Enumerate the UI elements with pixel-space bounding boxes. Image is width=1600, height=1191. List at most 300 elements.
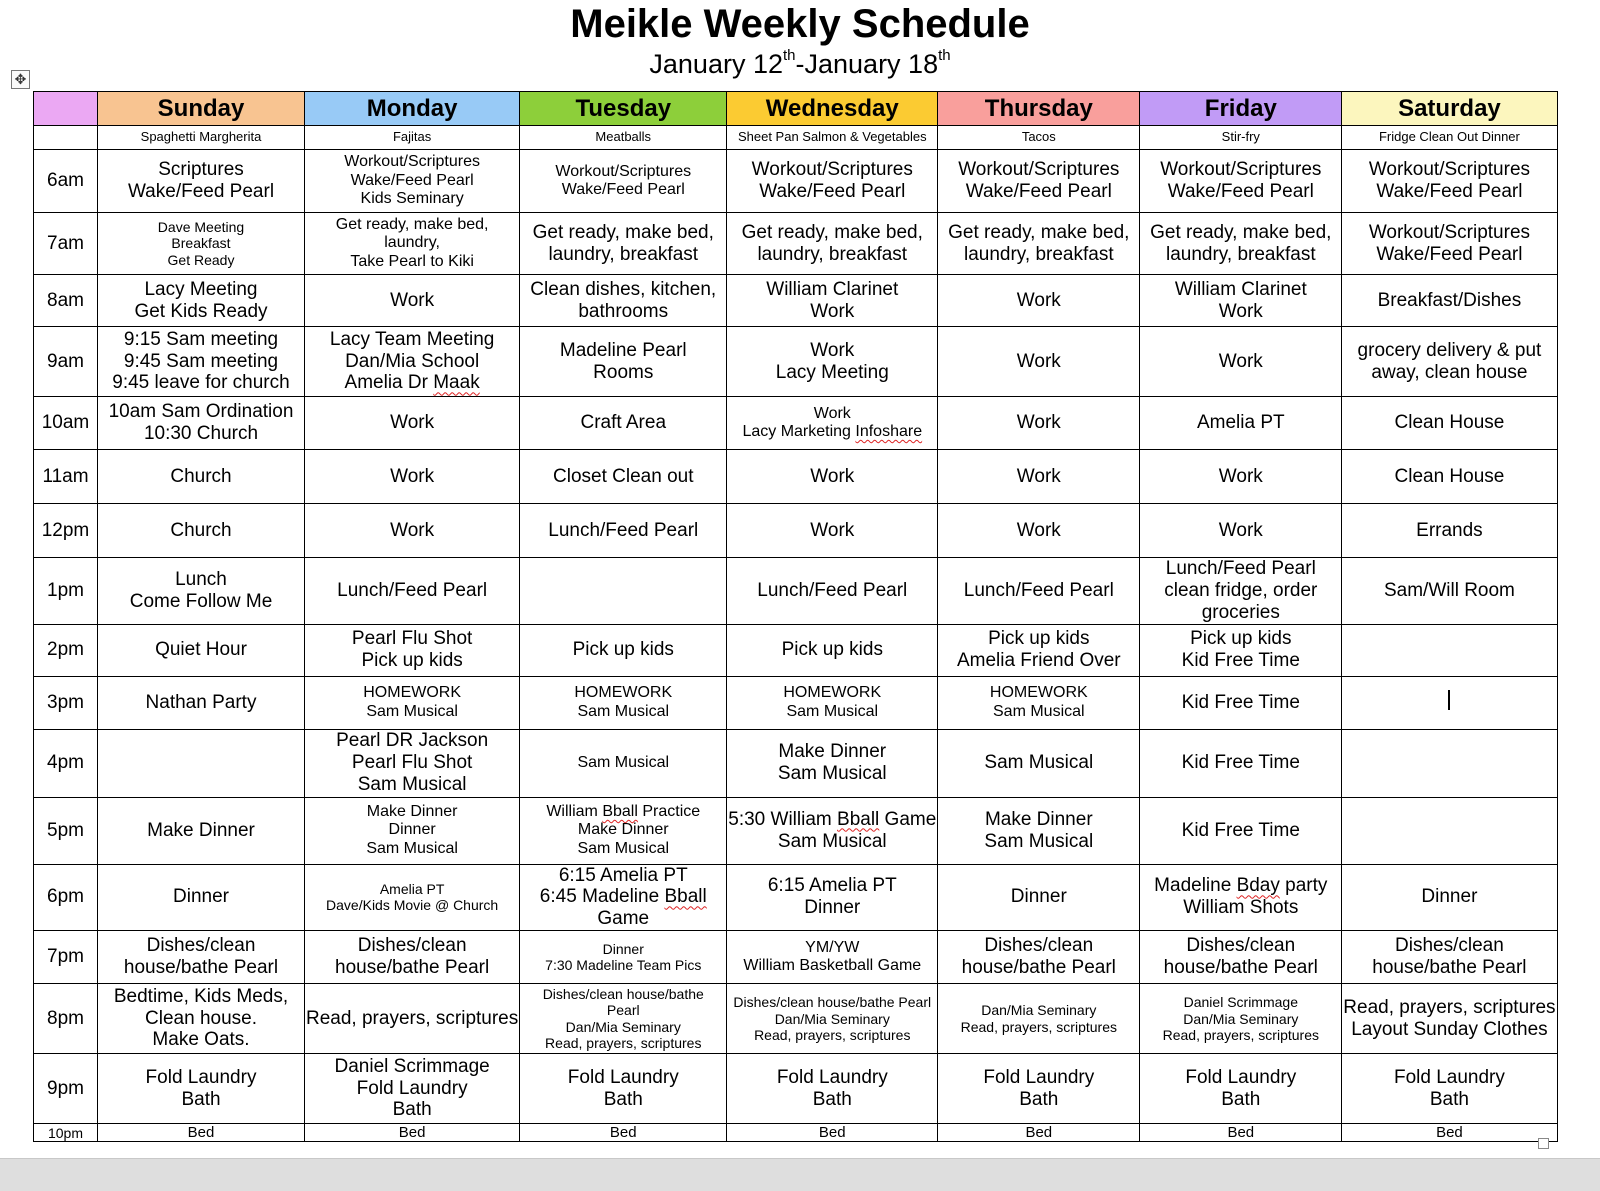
schedule-cell-wednesday[interactable] bbox=[727, 676, 938, 729]
cell-line: Pearl bbox=[606, 1002, 640, 1019]
cell-line: Sam Musical bbox=[366, 839, 458, 857]
schedule-cell-thursday[interactable] bbox=[938, 150, 1140, 213]
cell-line: Sam Musical bbox=[577, 839, 670, 857]
cell-line: Read, prayers, scriptures bbox=[754, 1026, 911, 1043]
meal-friday: Stir-fry bbox=[1140, 126, 1342, 150]
schedule-cell-tuesday[interactable] bbox=[520, 1054, 727, 1124]
cell-line: 9:15 Sam meeting bbox=[123, 328, 279, 350]
schedule-cell-sunday[interactable] bbox=[98, 729, 305, 797]
schedule-cell-wednesday[interactable] bbox=[727, 327, 938, 397]
cell-line: Kid Free Time bbox=[1181, 819, 1300, 841]
cell-line: Wake/Feed Pearl bbox=[965, 181, 1112, 202]
cell-line: Dinner bbox=[1421, 886, 1478, 908]
schedule-cell-friday[interactable] bbox=[1140, 150, 1342, 213]
cell-line: Fold Laundry bbox=[1185, 1066, 1297, 1088]
schedule-cell-thursday[interactable] bbox=[938, 1054, 1140, 1124]
schedule-cell-friday[interactable] bbox=[1140, 397, 1342, 450]
cell-line: 6:15 Amelia PT bbox=[558, 864, 688, 886]
schedule-cell-sunday[interactable] bbox=[98, 1124, 305, 1142]
time-row bbox=[34, 797, 1558, 864]
day-header-tuesday: Tuesday bbox=[520, 92, 727, 126]
schedule-cell-tuesday[interactable] bbox=[520, 676, 727, 729]
cell-line: 5:30 William Bball Game bbox=[728, 808, 937, 830]
cell-line: Fold Laundry bbox=[983, 1066, 1095, 1088]
date-start: January 12 bbox=[649, 49, 783, 79]
cell-line: Work bbox=[390, 289, 435, 311]
cell-line: Dan/Mia School bbox=[345, 350, 480, 372]
cell-line: Scriptures bbox=[158, 159, 244, 181]
time-label: 1pm bbox=[34, 558, 98, 625]
schedule-cell-friday[interactable] bbox=[1140, 327, 1342, 397]
cell-line: Get ready, make bed, bbox=[335, 215, 489, 233]
cell-line: laundry, bbox=[384, 234, 440, 252]
schedule-cell-sunday[interactable] bbox=[98, 397, 305, 450]
schedule-cell-thursday[interactable] bbox=[938, 558, 1140, 625]
spellcheck-word: Bday bbox=[1236, 875, 1280, 897]
cell-line: Craft Area bbox=[580, 412, 667, 434]
date-start-suffix: th bbox=[782, 47, 796, 64]
schedule-cell-thursday[interactable] bbox=[938, 213, 1140, 275]
time-label: 9am bbox=[34, 327, 98, 397]
schedule-cell-monday[interactable] bbox=[305, 327, 520, 397]
schedule-cell-sunday[interactable] bbox=[98, 864, 305, 931]
cell-line: Dave/Kids Movie @ Church bbox=[326, 897, 499, 914]
cell-line: Work bbox=[810, 339, 855, 361]
day-header-friday: Friday bbox=[1140, 92, 1342, 126]
schedule-cell-tuesday[interactable] bbox=[520, 624, 727, 676]
cell-line: Make Dinner bbox=[778, 741, 887, 763]
schedule-cell-tuesday[interactable] bbox=[520, 327, 727, 397]
schedule-cell-tuesday[interactable] bbox=[520, 797, 727, 864]
day-header-saturday: Saturday bbox=[1342, 92, 1557, 126]
schedule-cell-wednesday[interactable] bbox=[727, 213, 938, 275]
page-title: Meikle Weekly Schedule bbox=[570, 2, 1030, 46]
cell-line: Bed bbox=[818, 1124, 846, 1142]
cell-line: Wake/Feed Pearl bbox=[1167, 181, 1314, 202]
day-header-wednesday: Wednesday bbox=[727, 92, 938, 126]
cell-line: Church bbox=[170, 519, 232, 541]
time-label: 3pm bbox=[34, 676, 98, 729]
cell-line: Take Pearl to Kiki bbox=[350, 252, 474, 270]
schedule-cell-tuesday[interactable] bbox=[520, 150, 727, 213]
cell-line: Dishes/clean bbox=[146, 935, 256, 957]
cell-line: Lunch/Feed Pearl bbox=[548, 519, 699, 541]
cell-line: Wake/Feed Pearl bbox=[561, 181, 685, 198]
schedule-body bbox=[34, 92, 1558, 1142]
time-row bbox=[34, 676, 1558, 729]
schedule-cell-sunday[interactable] bbox=[98, 450, 305, 504]
resize-handle-icon[interactable] bbox=[1538, 1138, 1549, 1149]
cell-line: Pearl DR Jackson bbox=[336, 730, 489, 752]
schedule-cell-thursday[interactable] bbox=[938, 450, 1140, 504]
cell-line: Church bbox=[170, 465, 232, 487]
cell-line: laundry, breakfast bbox=[757, 243, 908, 265]
schedule-cell-thursday[interactable] bbox=[938, 676, 1140, 729]
cell-line: Bath bbox=[1429, 1088, 1469, 1110]
time-label: 5pm bbox=[34, 797, 98, 864]
cell-line: Fold Laundry bbox=[776, 1066, 888, 1088]
schedule-cell-tuesday[interactable] bbox=[520, 213, 727, 275]
schedule-cell-thursday[interactable] bbox=[938, 397, 1140, 450]
cell-line: Wake/Feed Pearl bbox=[127, 181, 275, 202]
cell-line: Bed bbox=[187, 1124, 215, 1142]
cell-line: Daniel Scrimmage bbox=[1183, 994, 1298, 1011]
schedule-cell-saturday[interactable] bbox=[1342, 729, 1557, 797]
date-end: January 18 bbox=[804, 49, 939, 79]
cell-line: Dishes/clean house/bathe Pearl bbox=[733, 994, 932, 1011]
cell-line: William Clarinet bbox=[766, 278, 899, 300]
cell-line: 10am Sam Ordination bbox=[108, 401, 294, 423]
cell-line: Amelia Dr Maak bbox=[344, 372, 480, 394]
cell-line: house/bathe Pearl bbox=[123, 957, 279, 979]
day-header-sunday: Sunday bbox=[98, 92, 305, 126]
cell-line: Wake/Feed Pearl bbox=[759, 181, 906, 202]
schedule-cell-wednesday[interactable] bbox=[727, 984, 938, 1054]
schedule-cell-sunday[interactable] bbox=[98, 150, 305, 213]
schedule-cell-thursday[interactable] bbox=[938, 797, 1140, 864]
schedule-cell-wednesday[interactable] bbox=[727, 275, 938, 327]
schedule-cell-sunday[interactable] bbox=[98, 1054, 305, 1124]
cell-line: Dishes/clean bbox=[984, 935, 1094, 957]
schedule-cell-monday[interactable] bbox=[305, 624, 520, 676]
schedule-cell-monday[interactable] bbox=[305, 984, 520, 1054]
cell-line: house/bathe Pearl bbox=[961, 957, 1116, 979]
schedule-cell-monday[interactable] bbox=[305, 797, 520, 864]
text-cursor bbox=[1448, 690, 1450, 710]
schedule-cell-thursday[interactable] bbox=[938, 624, 1140, 676]
meal-sunday: Spaghetti Margherita bbox=[98, 126, 305, 150]
cell-line: Lunch/Feed Pearl bbox=[963, 579, 1114, 601]
schedule-cell-tuesday[interactable] bbox=[520, 397, 727, 450]
cell-line: Fold Laundry bbox=[1393, 1066, 1505, 1088]
cell-line: Closet Clean out bbox=[553, 465, 694, 487]
schedule-cell-monday[interactable] bbox=[305, 864, 520, 931]
schedule-cell-friday[interactable] bbox=[1140, 931, 1342, 984]
schedule-cell-thursday[interactable] bbox=[938, 327, 1140, 397]
schedule-cell-wednesday[interactable] bbox=[727, 150, 938, 213]
schedule-cell-sunday[interactable] bbox=[98, 984, 305, 1054]
schedule-cell-tuesday[interactable] bbox=[520, 729, 727, 797]
schedule-cell-wednesday[interactable] bbox=[727, 450, 938, 504]
time-row bbox=[34, 397, 1558, 450]
spellcheck-word: Bball bbox=[664, 886, 707, 908]
cell-line: Work bbox=[813, 404, 851, 422]
cell-line: Sam Musical bbox=[786, 702, 879, 720]
cell-line: Madeline Pearl bbox=[559, 339, 687, 361]
cell-line: grocery delivery & put bbox=[1357, 339, 1542, 361]
cell-line: Make Oats. bbox=[152, 1029, 250, 1051]
cell-line: Work bbox=[390, 465, 435, 487]
time-label: 6pm bbox=[34, 864, 98, 931]
cell-line: Read, prayers, scriptures bbox=[1343, 996, 1556, 1018]
schedule-cell-friday[interactable] bbox=[1140, 213, 1342, 275]
cell-line: Sam Musical bbox=[777, 763, 887, 785]
schedule-cell-monday[interactable] bbox=[305, 397, 520, 450]
schedule-cell-monday[interactable] bbox=[305, 1054, 520, 1124]
schedule-cell-tuesday[interactable] bbox=[520, 275, 727, 327]
schedule-cell-sunday[interactable] bbox=[98, 504, 305, 558]
cell-line: Rooms bbox=[593, 361, 654, 383]
schedule-cell-monday[interactable] bbox=[305, 1124, 520, 1142]
cell-line: 10:30 Church bbox=[143, 423, 259, 444]
cell-line: Lacy Meeting bbox=[775, 361, 889, 383]
meal-row bbox=[34, 126, 1558, 150]
cell-line: Work bbox=[1016, 519, 1061, 541]
schedule-cell-saturday[interactable] bbox=[1342, 397, 1557, 450]
schedule-cell-monday[interactable] bbox=[305, 676, 520, 729]
cell-line: Dinner bbox=[804, 897, 861, 919]
schedule-cell-saturday[interactable] bbox=[1342, 150, 1557, 213]
cell-line: Wake/Feed Pearl bbox=[350, 171, 474, 189]
schedule-cell-friday[interactable] bbox=[1140, 1124, 1342, 1142]
cell-line: Pick up kids bbox=[988, 628, 1090, 650]
schedule-cell-tuesday[interactable] bbox=[520, 864, 727, 931]
cell-line: Workout/Scriptures bbox=[555, 162, 692, 180]
schedule-cell-saturday[interactable] bbox=[1342, 327, 1557, 397]
cell-line: Work bbox=[1016, 289, 1061, 311]
cell-line: Bath bbox=[603, 1088, 643, 1110]
cell-line: Lacy Team Meeting bbox=[329, 328, 495, 350]
cell-line: Workout/Scriptures bbox=[1368, 221, 1531, 243]
schedule-cell-wednesday[interactable] bbox=[727, 1054, 938, 1124]
schedule-cell-sunday[interactable] bbox=[98, 624, 305, 676]
cell-line: Workout/Scriptures bbox=[958, 159, 1120, 181]
schedule-cell-wednesday[interactable] bbox=[727, 397, 938, 450]
schedule-cell-tuesday[interactable] bbox=[520, 984, 727, 1054]
cell-line: Get ready, make bed, bbox=[532, 221, 714, 243]
time-row bbox=[34, 931, 1558, 984]
schedule-cell-saturday[interactable] bbox=[1342, 450, 1557, 504]
cell-line: house/bathe Pearl bbox=[335, 957, 490, 979]
cell-line: Bed bbox=[1025, 1124, 1053, 1142]
cell-line: Dishes/clean house/bathe bbox=[542, 986, 704, 1003]
cell-line: Lunch bbox=[175, 568, 227, 590]
cell-line: Work bbox=[1218, 465, 1263, 487]
schedule-cell-saturday[interactable] bbox=[1342, 1124, 1557, 1142]
schedule-cell-thursday[interactable] bbox=[938, 1124, 1140, 1142]
schedule-cell-sunday[interactable] bbox=[98, 327, 305, 397]
cell-line: Sam/Will Room bbox=[1383, 579, 1515, 601]
time-row bbox=[34, 1054, 1558, 1124]
cell-line: HOMEWORK bbox=[363, 684, 462, 702]
schedule-cell-wednesday[interactable] bbox=[727, 624, 938, 676]
schedule-cell-monday[interactable] bbox=[305, 150, 520, 213]
time-label: 7pm bbox=[34, 931, 98, 984]
schedule-cell-monday[interactable] bbox=[305, 558, 520, 625]
cell-line: Wake/Feed Pearl bbox=[1376, 181, 1523, 202]
cell-line: Breakfast bbox=[171, 235, 231, 252]
time-row bbox=[34, 450, 1558, 504]
schedule-cell-wednesday[interactable] bbox=[727, 931, 938, 984]
schedule-cell-saturday[interactable] bbox=[1342, 797, 1557, 864]
cell-line: Clean House bbox=[1394, 412, 1505, 434]
cell-line: Work bbox=[1016, 412, 1061, 434]
schedule-cell-friday[interactable] bbox=[1140, 729, 1342, 797]
cell-line: Bath bbox=[392, 1099, 432, 1121]
schedule-cell-thursday[interactable] bbox=[938, 504, 1140, 558]
cell-line: Game bbox=[597, 908, 650, 930]
schedule-cell-monday[interactable] bbox=[305, 275, 520, 327]
schedule-cell-sunday[interactable] bbox=[98, 558, 305, 625]
schedule-cell-sunday[interactable] bbox=[98, 275, 305, 327]
schedule-cell-saturday[interactable] bbox=[1342, 624, 1557, 676]
cell-line: Dan/Mia Seminary bbox=[981, 1002, 1097, 1019]
cell-line: Quiet Hour bbox=[155, 639, 247, 661]
cell-line: Work bbox=[390, 519, 435, 541]
cell-line: Work bbox=[1218, 300, 1263, 322]
time-row bbox=[34, 213, 1558, 275]
schedule-cell-friday[interactable] bbox=[1140, 984, 1342, 1054]
cell-line: Breakfast/Dishes bbox=[1377, 289, 1522, 311]
schedule-cell-tuesday[interactable] bbox=[520, 504, 727, 558]
schedule-cell-sunday[interactable] bbox=[98, 797, 305, 864]
cell-line: Bed bbox=[609, 1124, 637, 1142]
schedule-cell-saturday[interactable] bbox=[1342, 984, 1557, 1054]
schedule-cell-sunday[interactable] bbox=[98, 676, 305, 729]
cell-line: William Bball Practice bbox=[546, 802, 701, 820]
cell-line: Dinner bbox=[1010, 886, 1067, 908]
schedule-cell-sunday[interactable] bbox=[98, 213, 305, 275]
cell-line: Sam Musical bbox=[777, 830, 887, 852]
schedule-cell-wednesday[interactable] bbox=[727, 864, 938, 931]
cell-line: Get ready, make bed, bbox=[948, 221, 1130, 243]
schedule-cell-thursday[interactable] bbox=[938, 275, 1140, 327]
schedule-cell-monday[interactable] bbox=[305, 213, 520, 275]
cell-line: Amelia PT bbox=[379, 881, 445, 898]
schedule-cell-friday[interactable] bbox=[1140, 797, 1342, 864]
spellcheck-word: Maak bbox=[433, 372, 480, 394]
cell-line: laundry, breakfast bbox=[1165, 243, 1316, 265]
schedule-cell-friday[interactable] bbox=[1140, 624, 1342, 676]
time-row bbox=[34, 864, 1558, 931]
time-label: 2pm bbox=[34, 624, 98, 676]
schedule-cell-monday[interactable] bbox=[305, 931, 520, 984]
date-range bbox=[0, 49, 1600, 80]
cell-line: Madeline Bday party bbox=[1154, 875, 1328, 897]
cell-line: Amelia Friend Over bbox=[956, 650, 1121, 672]
cell-line: Pearl Flu Shot bbox=[351, 752, 473, 774]
schedule-cell-friday[interactable] bbox=[1140, 504, 1342, 558]
cell-line: Get ready, make bed, bbox=[1150, 221, 1332, 243]
time-row bbox=[34, 624, 1558, 676]
schedule-cell-wednesday[interactable] bbox=[727, 729, 938, 797]
schedule-cell-friday[interactable] bbox=[1140, 558, 1342, 625]
cell-line: Dinner bbox=[173, 886, 229, 908]
schedule-cell-thursday[interactable] bbox=[938, 864, 1140, 931]
cell-line: Make Dinner bbox=[577, 821, 669, 839]
cell-line: Read, prayers, scriptures bbox=[960, 1018, 1117, 1035]
cell-line: house/bathe Pearl bbox=[1163, 957, 1318, 979]
schedule-cell-wednesday[interactable] bbox=[727, 797, 938, 864]
cell-line: Daniel Scrimmage bbox=[334, 1055, 490, 1077]
schedule-cell-saturday[interactable] bbox=[1342, 931, 1557, 984]
cell-line: Dishes/clean bbox=[1186, 935, 1296, 957]
cell-line: Lacy Meeting bbox=[144, 278, 258, 300]
schedule-cell-saturday[interactable] bbox=[1342, 504, 1557, 558]
cell-line: Read, prayers, scriptures bbox=[1162, 1026, 1319, 1043]
table-move-handle-icon[interactable]: ✥ bbox=[11, 70, 30, 89]
schedule-cell-tuesday[interactable] bbox=[520, 931, 727, 984]
schedule-cell-tuesday[interactable] bbox=[520, 558, 727, 625]
cell-line: Work bbox=[810, 465, 855, 487]
cell-line: Sam Musical bbox=[366, 702, 458, 720]
cell-line: Pick up kids bbox=[1190, 628, 1292, 650]
cell-line: William Shots bbox=[1183, 897, 1299, 919]
cell-line: Bath bbox=[1019, 1088, 1059, 1110]
cell-line: 7:30 Madeline Team Pics bbox=[545, 957, 702, 974]
meal-wednesday: Sheet Pan Salmon & Vegetables bbox=[727, 126, 938, 150]
cell-line: Lunch/Feed Pearl bbox=[757, 579, 908, 601]
cell-line: Kid Free Time bbox=[1181, 691, 1300, 713]
cell-line: Make Dinner bbox=[984, 808, 1093, 830]
cell-line: Make Dinner bbox=[147, 819, 255, 841]
cell-line: Amelia PT bbox=[1196, 412, 1285, 434]
schedule-cell-saturday[interactable] bbox=[1342, 676, 1557, 729]
schedule-cell-wednesday[interactable] bbox=[727, 558, 938, 625]
schedule-cell-tuesday[interactable] bbox=[520, 450, 727, 504]
schedule-cell-wednesday[interactable] bbox=[727, 1124, 938, 1142]
cell-line: Sam Musical bbox=[577, 702, 670, 720]
cell-line: Work bbox=[1016, 350, 1061, 372]
cell-line: Get ready, make bed, bbox=[741, 221, 923, 243]
schedule-cell-thursday[interactable] bbox=[938, 931, 1140, 984]
cell-line: Clean dishes, kitchen, bbox=[530, 278, 717, 300]
corner-cell bbox=[34, 92, 98, 126]
cell-line: Work bbox=[1218, 350, 1263, 372]
schedule-cell-friday[interactable] bbox=[1140, 275, 1342, 327]
schedule-cell-saturday[interactable] bbox=[1342, 275, 1557, 327]
schedule-cell-monday[interactable] bbox=[305, 504, 520, 558]
schedule-cell-friday[interactable] bbox=[1140, 864, 1342, 931]
cell-line: Dishes/clean bbox=[357, 935, 467, 957]
meal-saturday: Fridge Clean Out Dinner bbox=[1342, 126, 1557, 150]
date-separator: - bbox=[795, 49, 805, 79]
schedule-cell-thursday[interactable] bbox=[938, 729, 1140, 797]
schedule-cell-monday[interactable] bbox=[305, 729, 520, 797]
schedule-cell-wednesday[interactable] bbox=[727, 504, 938, 558]
time-label: 4pm bbox=[34, 729, 98, 797]
time-label: 10pm bbox=[34, 1124, 98, 1142]
schedule-cell-saturday[interactable] bbox=[1342, 213, 1557, 275]
cell-line: Sam Musical bbox=[984, 830, 1094, 852]
schedule-cell-tuesday[interactable] bbox=[520, 1124, 727, 1142]
schedule-cell-saturday[interactable] bbox=[1342, 1054, 1557, 1124]
cell-line: Workout/Scriptures bbox=[344, 153, 480, 171]
time-label: 8am bbox=[34, 275, 98, 327]
schedule-cell-friday[interactable] bbox=[1140, 676, 1342, 729]
cell-line: Work bbox=[1016, 465, 1061, 487]
schedule-cell-saturday[interactable] bbox=[1342, 864, 1557, 931]
cell-line: Work bbox=[1218, 519, 1263, 541]
schedule-cell-thursday[interactable] bbox=[938, 984, 1140, 1054]
time-label: 9pm bbox=[34, 1054, 98, 1124]
schedule-cell-monday[interactable] bbox=[305, 450, 520, 504]
schedule-cell-saturday[interactable] bbox=[1342, 558, 1557, 625]
cell-line: YM/YW bbox=[805, 938, 860, 956]
schedule-cell-friday[interactable] bbox=[1140, 450, 1342, 504]
schedule-cell-sunday[interactable] bbox=[98, 931, 305, 984]
cell-line: Dinner bbox=[602, 940, 644, 957]
cell-line: 9:45 leave for church bbox=[112, 372, 290, 394]
time-label: 11am bbox=[34, 450, 98, 504]
time-row bbox=[34, 729, 1558, 797]
cell-line: Bed bbox=[1227, 1124, 1255, 1142]
cell-line: Fold Laundry bbox=[356, 1077, 468, 1099]
schedule-cell-friday[interactable] bbox=[1140, 1054, 1342, 1124]
cell-line: Workout/Scriptures bbox=[751, 159, 913, 181]
cell-line: Pick up kids bbox=[361, 650, 463, 672]
day-header-row bbox=[34, 92, 1558, 126]
